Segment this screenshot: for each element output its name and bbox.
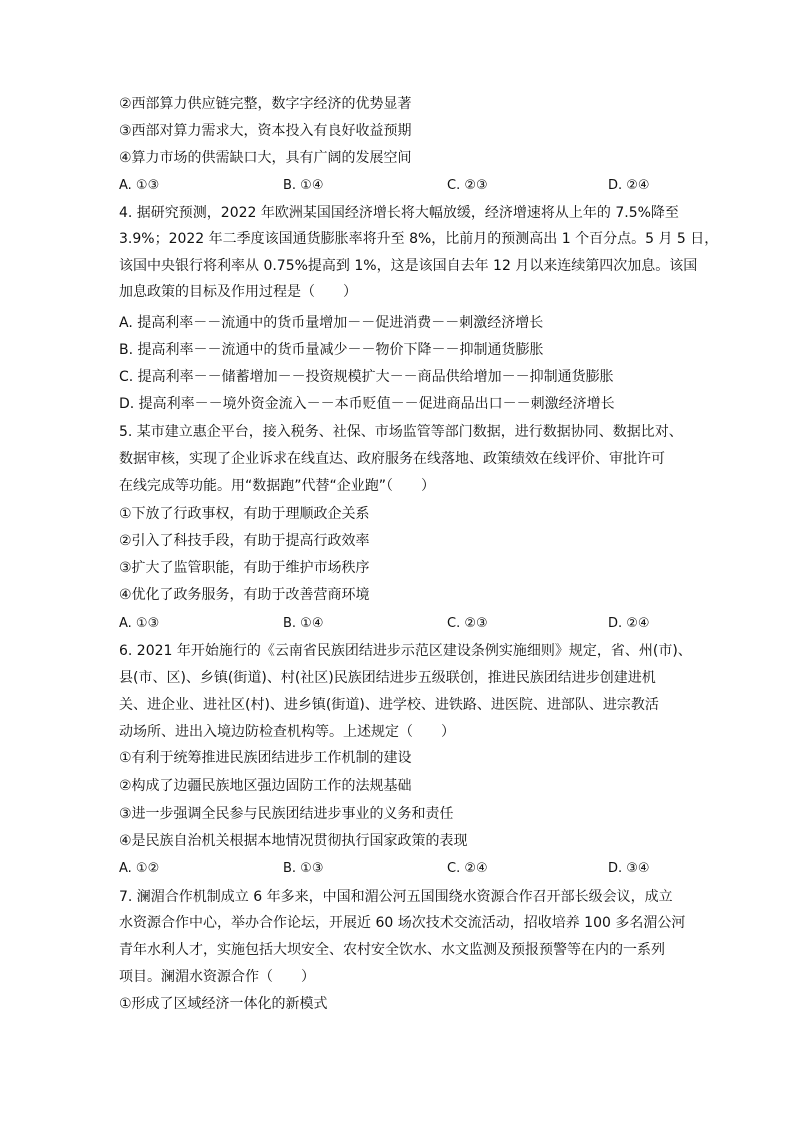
answer-options xyxy=(119,177,679,195)
text-line: 县(市、区)、乡镇(街道)、村(社区)民族团结进步五级联创，推进民族团结进步创建进机 xyxy=(119,670,656,686)
text-line: ①有利于统筹推进民族团结进步工作机制的建设 xyxy=(119,750,412,766)
answer-option: C. ②④ xyxy=(447,861,488,876)
answer-option: B. ①④ xyxy=(283,616,324,631)
answer-option: B. ①④ xyxy=(283,178,324,193)
text-line: ②构成了边疆民族地区强边固防工作的法规基础 xyxy=(119,778,412,794)
text-line: ④优化了政务服务，有助于改善营商环境 xyxy=(119,587,370,603)
text-line: ③进一步强调全民参与民族团结进步事业的义务和责任 xyxy=(119,806,454,822)
text-line: 5. 某市建立惠企平台，接入税务、社保、市场监管等部门数据，进行数据协同、数据比对、 xyxy=(119,424,683,440)
text-line: 项目。澜湄水资源合作（ ） xyxy=(119,969,315,985)
text-line: 水资源合作中心，举办合作论坛，开展近 60 场次技术交流活动，招收培养 100 多名湄公河 xyxy=(119,915,686,931)
answer-options xyxy=(119,860,679,878)
text-line: 加息政策的目标及作用过程是（ ） xyxy=(119,284,357,300)
text-line: D. 提高利率－－境外资金流入－－本币贬值－－促进商品出口－－刺激经济增长 xyxy=(119,396,615,412)
text-line: ②西部算力供应链完整，数字字经济的优势显著 xyxy=(119,96,412,112)
text-line: 6. 2021 年开始施行的《云南省民族团结进步示范区建设条例实施细则》规定，省、州(市)、 xyxy=(119,643,692,659)
text-line: 青年水利人才，实施包括大坝安全、农村安全饮水、水文监测及预报预警等在内的一系列 xyxy=(119,942,665,958)
text-line: 3.9%；2022 年二季度该国通货膨胀率将升至 8%，比前月的预测高出 1 个百分点。5 月 5 日， xyxy=(119,231,719,247)
answer-option: D. ③④ xyxy=(608,861,650,876)
text-line: ③扩大了监管职能，有助于维护市场秩序 xyxy=(119,560,370,576)
answer-option: A. ①③ xyxy=(119,616,160,631)
answer-option: A. ①③ xyxy=(119,178,160,193)
text-line: 在线完成等功能。用“数据跑”代替“企业跑”（ ） xyxy=(119,478,436,494)
text-line: ①下放了行政事权，有助于理顺政企关系 xyxy=(119,506,370,522)
text-line: ④算力市场的供需缺口大，具有广阔的发展空间 xyxy=(119,150,412,166)
text-line: ②引入了科技手段，有助于提高行政效率 xyxy=(119,533,370,549)
text-line: ③西部对算力需求大，资本投入有良好收益预期 xyxy=(119,123,412,139)
answer-option: D. ②④ xyxy=(608,178,650,193)
answer-option: D. ②④ xyxy=(608,616,650,631)
text-line: ①形成了区域经济一体化的新模式 xyxy=(119,996,328,1012)
text-line: 关、进企业、进社区(村)、进乡镇(街道)、进学校、进铁路、进医院、进部队、进宗教活 xyxy=(119,697,659,713)
text-line: 数据审核，实现了企业诉求在线直达、政府服务在线落地、政策绩效在线评价、审批许可 xyxy=(119,451,665,467)
answer-option: A. ①② xyxy=(119,861,160,876)
text-line: ④是民族自治机关根据本地情况贯彻执行国家政策的表现 xyxy=(119,833,468,849)
text-line: C. 提高利率－－储蓄增加－－投资规模扩大－－商品供给增加－－抑制通货膨胀 xyxy=(119,369,614,385)
answer-option: C. ②③ xyxy=(447,178,488,193)
text-line: 7. 澜湄合作机制成立 6 年多来，中国和湄公河五国围绕水资源合作召开部长级会议，成立 xyxy=(119,889,673,905)
answer-option: C. ②③ xyxy=(447,616,488,631)
text-line: 4. 据研究预测，2022 年欧洲某国国经济增长将大幅放缓，经济增速将从上年的 7.5%降至 xyxy=(119,205,679,221)
text-line: 该国中央银行将利率从 0.75%提高到 1%，这是该国自去年 12 月以来连续第四次加息。该国 xyxy=(119,258,698,274)
answer-options xyxy=(119,615,679,633)
text-line: 动场所、进出入境边防检查机构等。上述规定（ ） xyxy=(119,724,455,740)
answer-option: B. ①③ xyxy=(283,861,324,876)
text-line: A. 提高利率－－流通中的货币量增加－－促进消费－－刺激经济增长 xyxy=(119,315,544,331)
text-line: B. 提高利率－－流通中的货币量减少－－物价下降－－抑制通货膨胀 xyxy=(119,342,544,358)
